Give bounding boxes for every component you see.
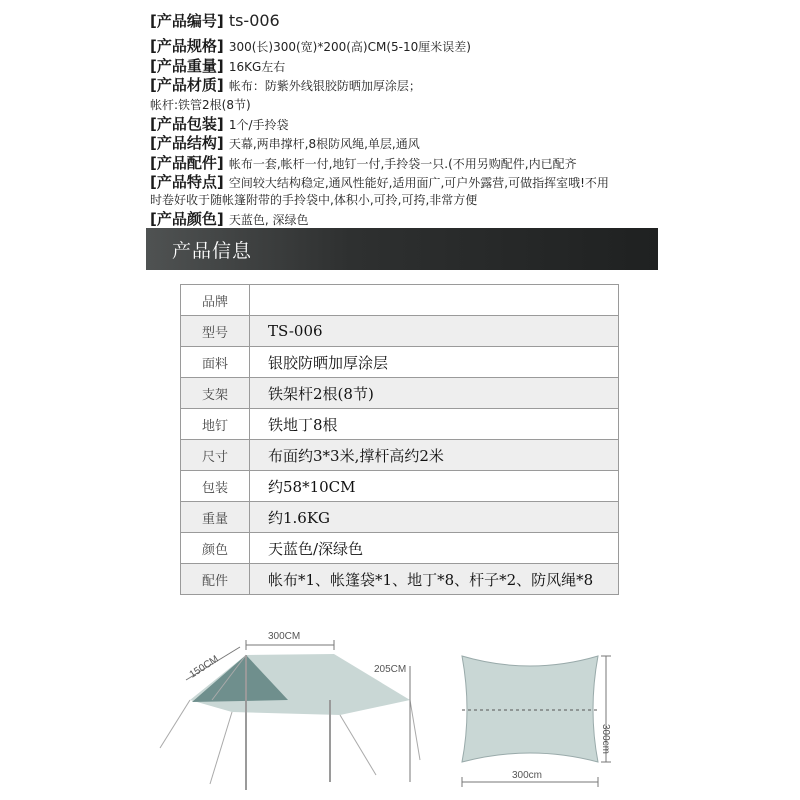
row-label: 重量 [181, 502, 250, 533]
row-label: 支架 [181, 378, 250, 409]
spec-key: [产品特点] [150, 173, 224, 191]
spec-value: 帐布：防紫外线银胶防晒加厚涂层； [228, 79, 421, 93]
row-value: 银胶防晒加厚涂层 [250, 347, 619, 378]
row-label: 尺寸 [181, 440, 250, 471]
row-value: 铁架杆2根(8节) [250, 378, 619, 409]
height-label: 205CM [374, 664, 407, 675]
depth-label: 150CM [187, 653, 221, 681]
row-label: 颜色 [181, 533, 250, 564]
spec-value: 天蓝色, 深绿色 [228, 213, 309, 227]
spec-value: 空间较大结构稳定,通风性能好,适用面广,可户外露营,可做指挥室哦!不用 [228, 176, 609, 190]
row-value: TS-006 [250, 316, 619, 347]
guy-rope [340, 715, 376, 775]
row-label: 品牌 [181, 285, 250, 316]
row-value: 帐布*1、帐篷袋*1、地丁*8、杆子*2、防风绳*8 [250, 564, 619, 595]
spec-value: 1个/手拎袋 [228, 118, 289, 132]
spec-value: 300(长)300(宽)*200(高)CM(5-10厘米误差) [228, 40, 471, 54]
spec-key: [产品材质] [150, 76, 224, 94]
plan-height-label: 300cm [600, 724, 611, 755]
row-label: 型号 [181, 316, 250, 347]
spec-value: 帐布一套,帐杆一付,地钉一付,手拎袋一只.(不用另购配件,内已配齐 [228, 157, 577, 171]
spec-value: 16KG左右 [228, 60, 286, 74]
spec-features-continuation: 时卷好收于随帐篷附带的手拎袋中,体积小,可拎,可挎,非常方便 [150, 193, 478, 207]
spec-key: [产品颜色] [150, 210, 224, 228]
row-value: 布面约3*3米,撑杆高约2米 [250, 440, 619, 471]
spec-key: [产品配件] [150, 154, 224, 172]
width-label: 300CM [268, 631, 301, 642]
row-label: 包装 [181, 471, 250, 502]
row-value: 天蓝色/深绿色 [250, 533, 619, 564]
spec-key: [产品规格] [150, 37, 224, 55]
guy-rope [410, 700, 420, 760]
tarp-plan-shape [462, 656, 598, 762]
spec-key: [产品重量] [150, 57, 224, 75]
row-label: 面料 [181, 347, 250, 378]
guy-rope [210, 712, 232, 784]
spec-material-continuation: 帐杆:铁管2根(8节) [150, 98, 251, 112]
spec-key: [产品包装] [150, 115, 224, 133]
row-value: 约58*10CM [250, 471, 619, 502]
row-label: 配件 [181, 564, 250, 595]
banner-title: 产品信息 [172, 240, 253, 262]
plan-width-label: 300cm [512, 770, 543, 781]
spec-key: [产品编号] [150, 12, 224, 30]
guy-rope [160, 700, 190, 748]
spec-value: 天幕,两串撑杆,8根防风绳,单层,通风 [228, 137, 420, 151]
spec-key: [产品结构] [150, 134, 224, 152]
row-value: 铁地丁8根 [250, 409, 619, 440]
spec-value: ts-006 [228, 11, 280, 30]
tent-perspective-illustration [160, 631, 420, 790]
tent-plan-view [462, 656, 611, 787]
row-label: 地钉 [181, 409, 250, 440]
row-value: 约1.6KG [250, 502, 619, 533]
